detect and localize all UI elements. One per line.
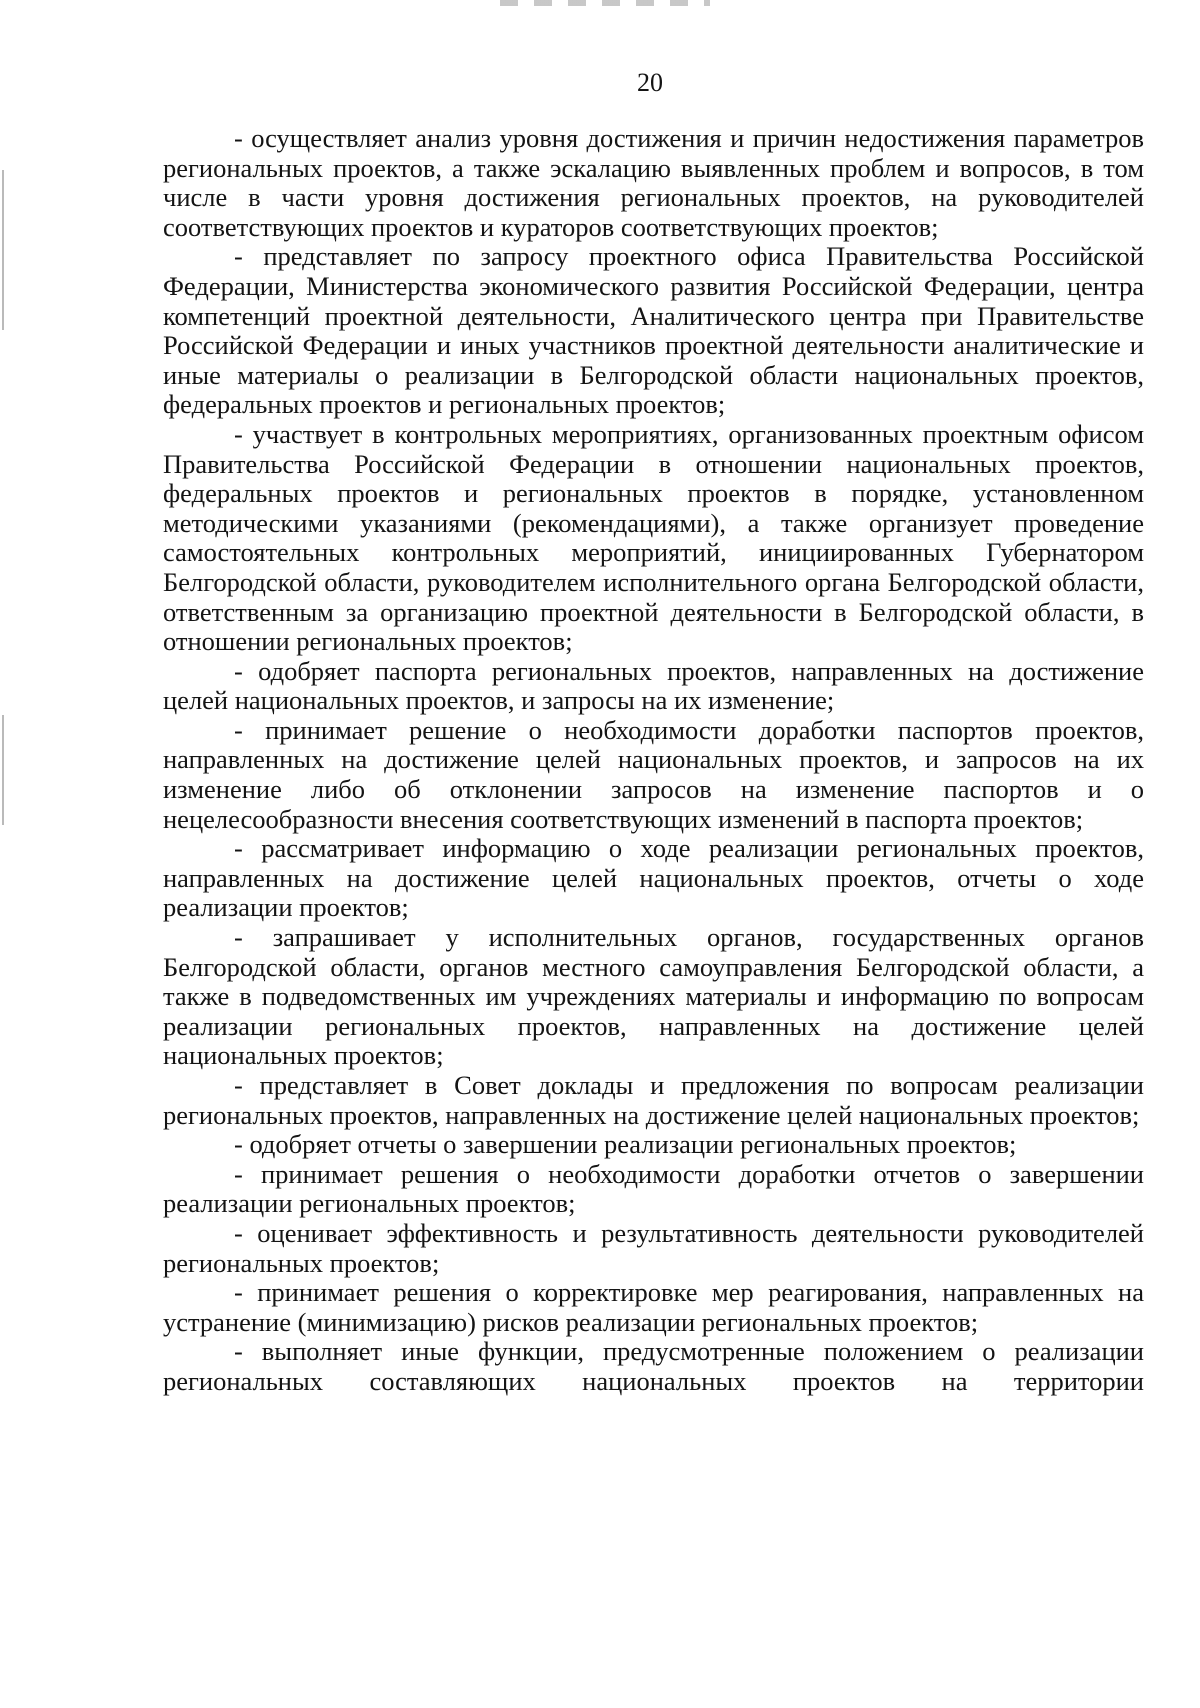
paragraph: - принимает решения о корректировке мер реагирования, направленных на устранение (минимизацию) рисков реализации региональных проектов; — [163, 1277, 1144, 1337]
paragraph: - участвует в контрольных мероприятиях, организованных проектным офисом Правительства Российской Федерации в отношении национальных проектов, федеральных проектов и региональных проектов в порядке, установленном методическими указаниями (рекомендациями), а также организует проведение самостоятельных контрольных мероприятий, инициированных Губернатором Белгородской области, руководителем исполнительного органа Белгородской области, ответственным за организацию проектной деятельности в Белгородской области, в отношении региональных проектов; — [163, 418, 1144, 657]
document-body — [163, 124, 1144, 1397]
paragraph: - одобряет отчеты о завершении реализации региональных проектов; — [234, 1129, 1017, 1160]
paragraph: - одобряет паспорта региональных проектов, направленных на достижение целей национальных проектов, и запросы на их изменение; — [163, 655, 1144, 716]
paragraph: - выполняет иные функции, предусмотренные положением о реализации региональных составляющих национальных проектов на территории — [163, 1336, 1144, 1396]
paragraph: - осуществляет анализ уровня достижения и причин недостижения параметров региональных проектов, а также эскалацию выявленных проблем и вопросов, в том числе в части уровня достижения региональных проектов, на руководителей соответствующих проектов и кураторов соответствующих проектов; — [163, 123, 1144, 242]
paragraph: - принимает решения о необходимости доработки отчетов о завершении реализации региональных проектов; — [163, 1158, 1144, 1219]
paragraph: - принимает решение о необходимости доработки паспортов проектов, направленных на достижение целей национальных проектов, и запросов на их изменение либо об отклонении запросов на изменение паспортов и о нецелесообразности внесения соответствующих изменений в паспорта проектов; — [163, 714, 1144, 834]
scan-margin-line — [2, 715, 4, 825]
paragraph: - рассматривает информацию о ходе реализации региональных проектов, направленных на достижение целей национальных проектов, отчеты о ходе реализации проектов; — [163, 833, 1144, 923]
paragraph: - представляет в Совет доклады и предложения по вопросам реализации региональных проектов, направленных на достижение целей национальных проектов; — [163, 1070, 1144, 1130]
paragraph: - представляет по запросу проектного офиса Правительства Российской Федерации, Министерства экономического развития Российской Федерации, центра компетенций проектной деятельности, Аналитического центра при Правительстве Российской Федерации и иных участников проектной деятельности аналитические и иные материалы о реализации в Белгородской области национальных проектов, федеральных проектов и региональных проектов; — [163, 241, 1144, 420]
page-number: 20 — [637, 68, 663, 97]
paragraph: - запрашивает у исполнительных органов, государственных органов Белгородской области, органов местного самоуправления Белгородской области, а также в подведомственных им учреждениях материалы и информацию по вопросам реализации региональных проектов, направленных на достижение целей национальных проектов; — [163, 922, 1144, 1071]
paragraph: - оценивает эффективность и результативность деятельности руководителей региональных проектов; — [163, 1217, 1144, 1278]
scan-margin-line — [2, 170, 4, 330]
scan-artifact — [500, 0, 710, 6]
